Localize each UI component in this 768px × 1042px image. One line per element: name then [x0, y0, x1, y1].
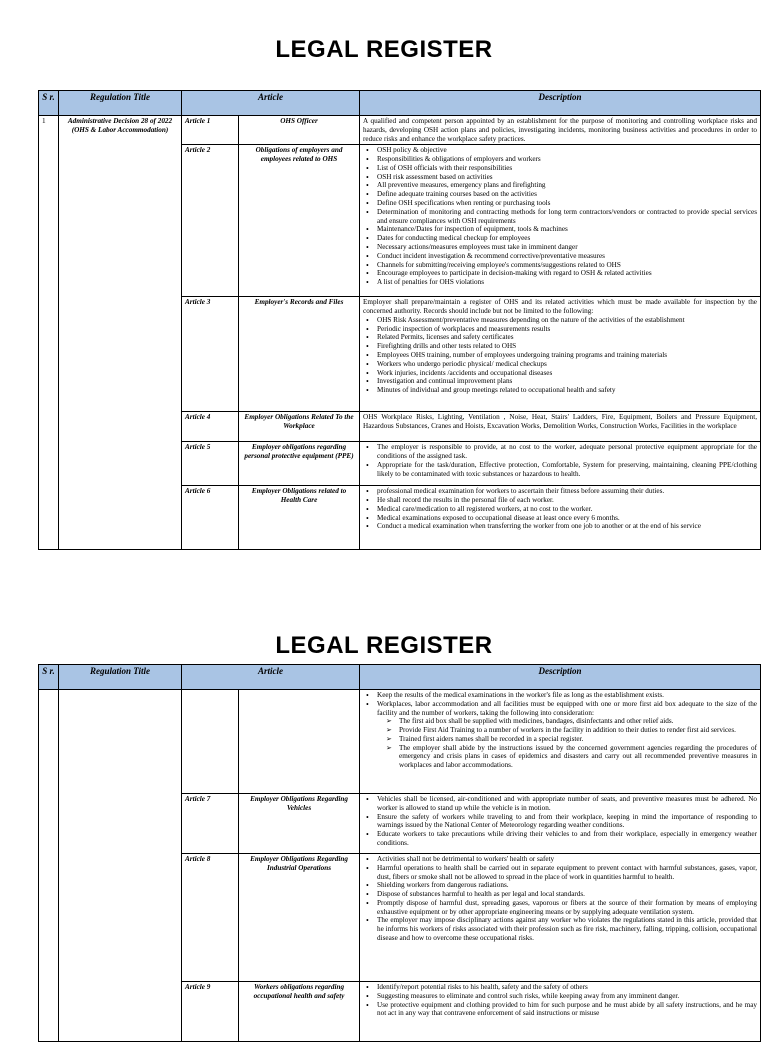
- article-title: Employer Obligations Regarding Vehicles: [239, 794, 360, 854]
- description-text: A qualified and competent person appointed by an establishment for the purpose of monitoring and controlling workplace risks and hazards, developing OSH action plans and policies, investigating incidents, monitoring business activities and procedures in order to reduce risks and enhance the workplace safety practices.: [363, 117, 757, 143]
- article-description: [360, 794, 761, 854]
- header-description: Description: [360, 665, 761, 690]
- list-item-text: Workplaces, labor accommodation and all facilities must be equipped with one or more first aid box adequate to the size of the facility and the number of workers, taking the following into consideration:: [377, 699, 757, 717]
- article-description: [360, 116, 761, 145]
- table-row: [39, 116, 761, 145]
- article-description: [360, 442, 761, 486]
- bullet-list: [363, 795, 757, 848]
- bullet-list: [363, 146, 757, 287]
- list-item: • Appropriate for the task/duration, Effective protection, Comfortable, System for preserving, maintaining, cleaning PPE/clothing likely to be contaminated with toxic substances or hazardous to health.: [377, 461, 757, 479]
- article-description: [360, 854, 761, 982]
- list-item: • Firefighting drills and other tests related to OHS: [377, 342, 757, 351]
- list-item: • Maintenance/Dates for inspection of equipment, tools & machines: [377, 225, 757, 234]
- table-header-row: [39, 91, 761, 116]
- article-number: Article 9: [182, 982, 239, 1042]
- article-number: Article 3: [182, 297, 239, 412]
- list-item: • A list of penalties for OHS violations: [377, 278, 757, 287]
- article-description: [360, 145, 761, 297]
- list-item: • He shall record the results in the personal file of each worker.: [377, 496, 757, 505]
- page-title: LEGAL REGISTER: [275, 632, 493, 659]
- article-title: [239, 690, 360, 794]
- list-item: • The employer may impose disciplinary actions against any worker who violates the regulations stated in this article, provided that he informs his workers of risks associated with their profession such as fire risk, machinery, falling, tripping, collision, occupational disease and how to overcome these occupational risks.: [377, 916, 757, 942]
- bullet-list: [363, 691, 757, 770]
- table-row: [39, 690, 761, 794]
- article-title: Employer obligations regarding personal protective equipment (PPE): [239, 442, 360, 486]
- list-item: • Conduct a medical examination when transferring the worker from one job to another or at the end of his service: [377, 522, 757, 531]
- header-article: Article: [182, 91, 360, 116]
- list-item: • Responsibilities & obligations of employers and workers: [377, 155, 757, 164]
- article-number: Article 5: [182, 442, 239, 486]
- list-item: • Necessary actions/measures employees must take in imminent danger: [377, 243, 757, 252]
- list-item: • Channels for submitting/receiving employee's comments/suggestions related to OHS: [377, 261, 757, 270]
- article-number: Article 6: [182, 486, 239, 550]
- page-title: LEGAL REGISTER: [275, 36, 493, 63]
- list-item: • Dates for conducting medical checkup for employees: [377, 234, 757, 243]
- list-item: • Medical care/medication to all registered workers, at no cost to the worker.: [377, 505, 757, 514]
- article-description: [360, 297, 761, 412]
- article-description: [360, 690, 761, 794]
- table-header-row: [39, 665, 761, 690]
- list-item: • Minutes of individual and group meetings related to occupational health and safety: [377, 386, 757, 395]
- list-item: • Define OSH specifications when renting or purchasing tools: [377, 199, 757, 208]
- article-number: Article 4: [182, 412, 239, 442]
- serial-number: [39, 690, 59, 1042]
- article-title: Employer Obligations related to Health Care: [239, 486, 360, 550]
- list-item: • Encourage employees to participate in decision-making with regard to OSH & related activities: [377, 269, 757, 278]
- list-item: • Harmful operations to health shall be carried out in separate equipment to prevent contact with harmful substances, gases, vapor, dust, fibers or smoke shall not be allowed to spread in the place of work in quantities harmful to health.: [377, 864, 757, 882]
- list-item: • OSH risk assessment based on activities: [377, 173, 757, 182]
- header-sr: S r.: [39, 91, 59, 116]
- list-item: • OSH policy & objective: [377, 146, 757, 155]
- serial-number: 1: [39, 116, 59, 550]
- article-title: Obligations of employers and employees related to OHS: [239, 145, 360, 297]
- list-item: • Periodic inspection of workplaces and measurements results: [377, 325, 757, 334]
- list-item: • List of OSH officials with their responsibilities: [377, 164, 757, 173]
- list-item: ➢ Provide First Aid Training to a number of workers in the facility in addition to their duties to render first aid services.: [399, 726, 757, 735]
- list-item: • Activities shall not be detrimental to workers' health or safety: [377, 855, 757, 864]
- list-item: • OHS Risk Assessment/preventative measures depending on the nature of the activities of the establishment: [377, 316, 757, 325]
- list-item: • Work injuries, incidents /accidents and occupational diseases: [377, 369, 757, 378]
- list-item: ➢ Trained first aiders names shall be recorded in a special register.: [399, 735, 757, 744]
- list-item: • Medical examinations exposed to occupational disease at least once every 6 months.: [377, 514, 757, 523]
- article-title: Employer Obligations Related To the Workplace: [239, 412, 360, 442]
- article-title: Employer's Records and Files: [239, 297, 360, 412]
- list-item: • Ensure the safety of workers while traveling to and from their workplace, keeping in mind the importance of responding to warnings issued by the National Center of Meteorology regarding weather conditions.: [377, 813, 757, 831]
- list-item: • Dispose of substances harmful to health as per legal and local standards.: [377, 890, 757, 899]
- list-item: • professional medical examination for workers to ascertain their fitness before assuming their duties.: [377, 487, 757, 496]
- list-item: • Educate workers to take precautions while driving their vehicles to and from their workplace, especially in emergency weather conditions.: [377, 830, 757, 848]
- article-number: Article 1: [182, 116, 239, 145]
- header-description: Description: [360, 91, 761, 116]
- list-item: ➢ The first aid box shall be supplied with medicines, bandages, disinfectants and other relief aids.: [399, 717, 757, 726]
- bullet-list: [363, 983, 757, 1018]
- bullet-list: [363, 443, 757, 478]
- article-title: Employer Obligations Regarding Industrial Operations: [239, 854, 360, 982]
- list-item: • Conduct incident investigation & recommend corrective/preventative measures: [377, 252, 757, 261]
- article-description: [360, 982, 761, 1042]
- article-number: [182, 690, 239, 794]
- list-item: [377, 700, 757, 770]
- list-item: • Identify/report potential risks to his health, safety and the safety of others: [377, 983, 757, 992]
- sub-bullet-list: [377, 717, 757, 770]
- list-item: ➢ The employer shall abide by the instructions issued by the concerned government agencies regarding the procedures of emergency and crisis plans in cases of epidemics and disasters and carry out all recommended preventive measures in workplaces and labor accommodations.: [399, 744, 757, 770]
- article-number: Article 7: [182, 794, 239, 854]
- list-item: • Define adequate training courses based on the activities: [377, 190, 757, 199]
- list-item: • Employees OHS training, number of employees undergoing training programs and training materials: [377, 351, 757, 360]
- description-text: OHS Workplace Risks, Lighting, Ventilation , Noise, Heat, Stairs' Ladders, Fire, Equipment, Boilers and Pressure Equipment, Hazardous Substances, Cranes and Hoists, Excavation Works, Demolition Works, Construction Works, Facilities in the workplace: [363, 413, 757, 431]
- list-item: • Use protective equipment and clothing provided to him for such purpose and he must abide by all safety instructions, and he may not act in any way that contravene enforcement of said instructions or misuse: [377, 1001, 757, 1019]
- regulation-title: [59, 690, 182, 1042]
- list-item: • Keep the results of the medical examinations in the worker's file as long as the establishment exists.: [377, 691, 757, 700]
- description-text: Employer shall prepare/maintain a register of OHS and its related activities which must be made available for inspection by the concerned authority. Records should include but not be limited to the following:: [363, 298, 757, 316]
- article-title: OHS Officer: [239, 116, 360, 145]
- list-item: • Determination of monitoring and contracting methods for long term contractors/vendors or contracted to provide special services and ensure compliances with OSH requirements: [377, 208, 757, 226]
- header-sr: S r.: [39, 665, 59, 690]
- article-description: [360, 486, 761, 550]
- list-item: • Promptly dispose of harmful dust, spreading gases, vaporous or fibers at the source of their formation by means of employing exhaustive equipment or by other appropriate engineering means or by supplying adequate ventilation system.: [377, 899, 757, 917]
- header-regulation-title: Regulation Title: [59, 91, 182, 116]
- article-title: Workers obligations regarding occupational health and safety: [239, 982, 360, 1042]
- legal-register-table: [38, 90, 761, 550]
- list-item: • The employer is responsible to provide, at no cost to the worker, adequate personal protective equipment appropriate for the conditions of the assigned task.: [377, 443, 757, 461]
- article-number: Article 8: [182, 854, 239, 982]
- list-item: • All preventive measures, emergency plans and firefighting: [377, 181, 757, 190]
- bullet-list: [363, 487, 757, 531]
- header-article: Article: [182, 665, 360, 690]
- legal-register-table: [38, 664, 761, 1042]
- list-item: • Vehicles shall be licensed, air-conditioned and with appropriate number of seats, and preventive measures must be adhered. No worker is allowed to stand up while the vehicle is in motion.: [377, 795, 757, 813]
- regulation-title: Administrative Decision 28 of 2022 (OHS & Labor Accommodation): [59, 116, 182, 550]
- article-number: Article 2: [182, 145, 239, 297]
- header-regulation-title: Regulation Title: [59, 665, 182, 690]
- bullet-list: [363, 855, 757, 943]
- bullet-list: [363, 316, 757, 395]
- article-description: [360, 412, 761, 442]
- list-item: • Suggesting measures to eliminate and control such risks, while keeping away from any imminent danger.: [377, 992, 757, 1001]
- list-item: • Shielding workers from dangerous radiations.: [377, 881, 757, 890]
- list-item: • Related Permits, licenses and safety certificates: [377, 333, 757, 342]
- list-item: • Workers who undergo periodic physical/ medical checkups: [377, 360, 757, 369]
- list-item: • Investigation and continual improvement plans: [377, 377, 757, 386]
